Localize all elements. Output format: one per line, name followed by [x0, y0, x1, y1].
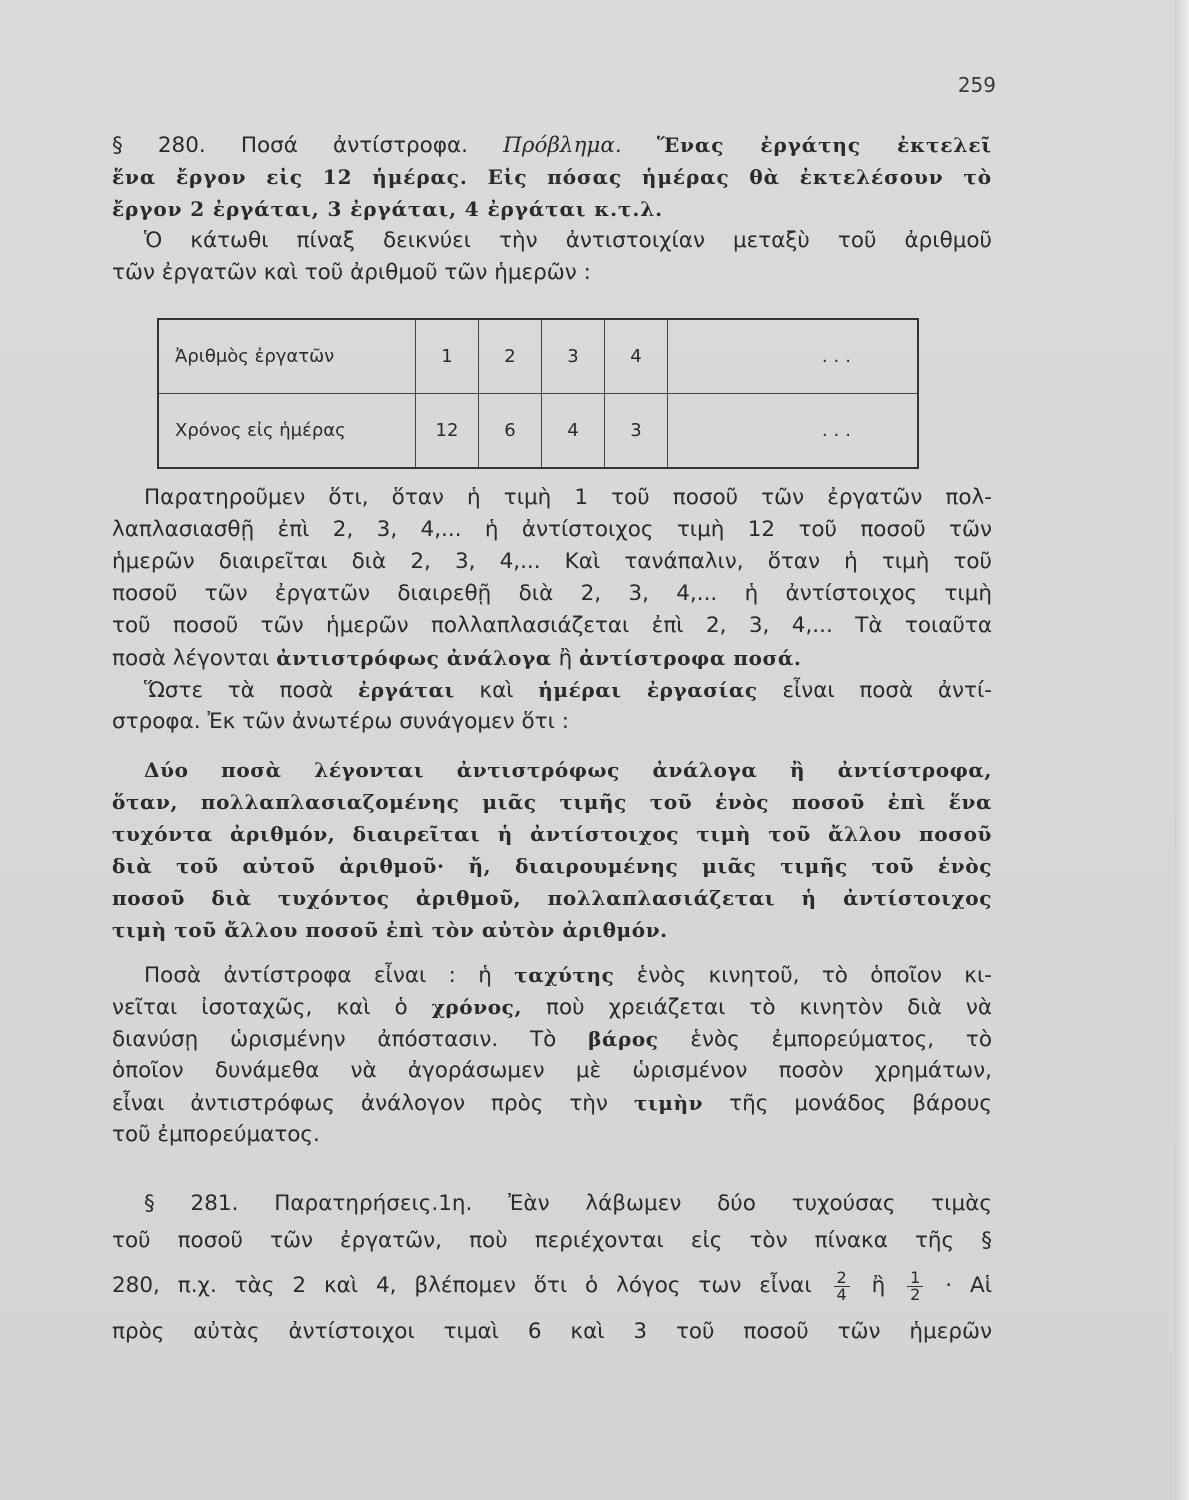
section-280-intro: § 280. Ποσά ἀντίστροφα. Πρόβλημα. Ἕνας ἐργάτης ἐκτελεῖ ἕνα ἔργον εἰς 12 ἡμέρας. Εἰς πόσας ἡμέρας θὰ ἐκτελέσουν τὸ ἔργον 2 ἐργάται, 3 ἐργάται, 4 ἐργάται κ.τ.λ. Ὁ κάτωθι πίναξ δεικνύει τὴν ἀντιστοιχίαν μεταξὺ τοῦ ἀριθμοῦ τῶν ἐργατῶν καὶ τοῦ ἀριθμοῦ τῶν ἡμερῶν :: [112, 133, 992, 285]
section-281-heading: § 281. Παρατηρήσεις.1η. Ἐὰν λάβωμεν δύο τυχούσας τιμὰς: [144, 1191, 992, 1216]
rule-definition: Δύο ποσὰ λέγονται ἀντιστρόφως ἀνάλογα ἢ ἀντίστροφα, ὅταν, πολλαπλασιαζομένης μιᾶς τιμῆς τοῦ ἑνὸς ποσοῦ ἐπὶ ἕνα τυχόντα ἀριθμόν, διαιρεῖται ἡ ἀντίστοιχος τιμὴ τοῦ ἄλλου ποσοῦ διὰ τοῦ αὐτοῦ ἀριθμοῦ· ἤ, διαιρουμένης μιᾶς τιμῆς τοῦ ἑνὸς ποσοῦ διὰ τυχόντος ἀριθμοῦ, πολλαπλασιάζεται ἡ ἀντίστοιχος τιμὴ τοῦ ἄλλου ποσοῦ ἐπὶ τὸν αὐτὸν ἀριθμόν.: [112, 758, 992, 942]
row-label-workers: Ἀριθμὸς ἐργατῶν: [158, 319, 416, 394]
table-row: Ἀριθμὸς ἐργατῶν 1 2 3 4 ...: [158, 319, 918, 394]
paragraph-observation: Παρατηροῦμεν ὅτι, ὅταν ἡ τιμὴ 1 τοῦ ποσοῦ τῶν ἐργατῶν πολ- λαπλασιασθῇ ἐπὶ 2, 3, 4,... ἡ ἀντίστοιχος τιμὴ 12 τοῦ ποσοῦ τῶν ἡμερῶν διαιρεῖται διὰ 2, 3, 4,... Καὶ τανάπαλιν, ὅταν ἡ τιμὴ τοῦ ποσοῦ τῶν ἐργατῶν διαιρεθῇ διὰ 2, 3, 4,... ἡ ἀντίστοιχος τιμὴ τοῦ ποσοῦ τῶν ἡμερῶν πολλαπλασιάζεται ἐπὶ 2, 3, 4,... Τὰ τοιαῦτα ποσὰ λέγονται ἀντιστρόφως ἀνάλογα ἢ ἀντίστροφα ποσά. Ὥστε τὰ ποσὰ ἐργάται καὶ ἡμέραι ἐργασίας εἶναι ποσὰ ἀντί- στροφα. Ἐκ τῶν ἀνωτέρω συνάγομεν ὅτι :: [112, 485, 992, 734]
problem-label: Πρόβλημα.: [503, 133, 622, 158]
page-edge: [1175, 0, 1189, 1500]
page-number: 259: [957, 73, 996, 97]
section-280-heading: § 280. Ποσά ἀντίστροφα.: [112, 133, 469, 158]
fraction-1-2: $\frac{1}{2}$: [907, 1270, 923, 1303]
fraction-2-4: $\frac{2}{4}$: [834, 1270, 850, 1303]
row-label-days: Χρόνος εἰς ἡμέρας: [158, 394, 416, 469]
workers-days-table: [157, 318, 919, 469]
table-row: Χρόνος εἰς ἡμέρας 12 6 4 3 ...: [158, 394, 918, 469]
section-281: § 281. Παρατηρήσεις.1η. Ἐὰν λάβωμεν δύο τυχούσας τιμὰς τοῦ ποσοῦ τῶν ἐργατῶν, ποὺ περιέχονται εἰς τὸν πίνακα τῆς § 280, π.χ. τὰς 2 καὶ 4, βλέπομεν ὅτι ὁ λόγος των εἶναι $\frac{2}{4}$ ἢ $\frac{1}{2}$ · Αἱ πρὸς αὐτὰς ἀντίστοιχοι τιμαὶ 6 καὶ 3 τοῦ ποσοῦ τῶν ἡμερῶν: [112, 1186, 992, 1352]
paragraph-examples: Ποσὰ ἀντίστροφα εἶναι : ἡ ταχύτης ἑνὸς κινητοῦ, τὸ ὁποῖον κι- νεῖται ἰσοταχῶς, καὶ ὁ χρόνος, ποὺ χρειάζεται τὸ κινητὸν διὰ νὰ διανύσῃ ὡρισμένην ἀπόστασιν. Τὸ βάρος ἑνὸς ἐμπορεύματος, τὸ ὁποῖον δυνάμεθα νὰ ἀγοράσωμεν μὲ ὡρισμένον ποσὸν χρημάτων, εἶναι ἀντιστρόφως ἀνάλογον πρὸς τὴν τιμὴν τῆς μονάδος βάρους τοῦ ἐμπορεύματος.: [112, 963, 992, 1147]
